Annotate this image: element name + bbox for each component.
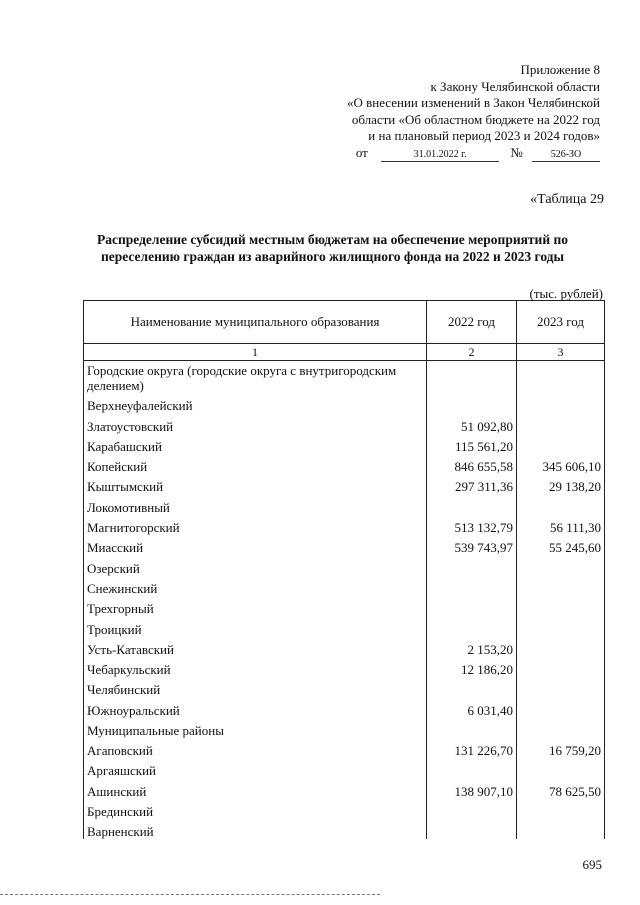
municipality-name: Агаповский (84, 738, 427, 758)
value-2023 (517, 616, 605, 636)
group-title-urban-districts: Городские округа (городские округа с внутригородским делением) (84, 361, 427, 394)
value-2022 (427, 758, 517, 778)
appendix-line-5: и на плановый период 2023 и 2024 годов» (368, 128, 600, 143)
appendix-line-4: области «Об областном бюджете на 2022 год (351, 111, 600, 127)
municipality-name: Троицкий (84, 616, 427, 636)
municipality-name: Миасский (84, 535, 427, 555)
value-2023: 78 625,50 (517, 778, 605, 798)
table-row (84, 494, 605, 514)
municipality-name: Снежинский (84, 576, 427, 596)
scan-artifact-line (0, 894, 380, 895)
table-row (84, 657, 605, 677)
municipality-name: Верхнеуфалейский (84, 393, 427, 413)
value-2022 (427, 819, 517, 839)
table-row (84, 738, 605, 758)
table-header-row (84, 301, 605, 344)
value-2023 (517, 697, 605, 717)
value-2022: 115 561,20 (427, 434, 517, 454)
value-2023 (517, 677, 605, 697)
value-2022: 2 153,20 (427, 637, 517, 657)
municipality-name: Аргаяшский (84, 758, 427, 778)
value-2023 (517, 758, 605, 778)
appendix-block (270, 62, 600, 162)
table-row (84, 474, 605, 494)
municipality-name: Усть-Катавский (84, 637, 427, 657)
value-2023 (517, 393, 605, 413)
municipality-name: Челябинский (84, 677, 427, 697)
number-label: № (510, 144, 523, 160)
law-date-number-row (270, 145, 600, 162)
table-row (84, 454, 605, 474)
municipality-name: Карабашский (84, 434, 427, 454)
table-reference: «Таблица 29 (530, 192, 604, 207)
table-row (84, 819, 605, 839)
value-2022: 6 031,40 (427, 697, 517, 717)
table-row (84, 799, 605, 819)
value-2022: 539 743,97 (427, 535, 517, 555)
municipality-name: Брединский (84, 799, 427, 819)
column-number: 2 (427, 344, 517, 361)
value-2023 (517, 494, 605, 514)
value-2022 (427, 576, 517, 596)
appendix-line-2: к Закону Челябинской области (430, 78, 600, 94)
column-number-row (84, 344, 605, 361)
table-row (84, 535, 605, 555)
group-header-row (84, 718, 605, 738)
from-label: от (355, 144, 368, 160)
value-2022 (427, 596, 517, 616)
municipality-name: Магнитогорский (84, 515, 427, 535)
table-row (84, 413, 605, 433)
value-2022 (427, 393, 517, 413)
municipality-name: Златоустовский (84, 413, 427, 433)
table-row (84, 393, 605, 413)
value-2023: 56 111,30 (517, 515, 605, 535)
law-number: 526-ЗО (532, 148, 600, 162)
document-title: Распределение субсидий местным бюджетам на обеспечение мероприятий по переселению граждан из аварийного жилищного фонда на 2022 и 2023 годы (96, 232, 569, 264)
value-2022 (427, 555, 517, 575)
header-2022: 2022 год (427, 301, 517, 344)
value-2023: 29 138,20 (517, 474, 605, 494)
value-2023 (517, 799, 605, 819)
group-header-row (84, 361, 605, 394)
table-row (84, 637, 605, 657)
table-row (84, 576, 605, 596)
value-2023: 55 245,60 (517, 535, 605, 555)
table-row (84, 616, 605, 636)
table-row (84, 677, 605, 697)
value-2022 (427, 494, 517, 514)
table-row (84, 555, 605, 575)
table-row (84, 758, 605, 778)
header-2023: 2023 год (517, 301, 605, 344)
column-number: 1 (84, 344, 427, 361)
value-2023 (517, 576, 605, 596)
value-2022 (427, 799, 517, 819)
table-row (84, 434, 605, 454)
value-2022: 51 092,80 (427, 413, 517, 433)
value-2023: 345 606,10 (517, 454, 605, 474)
value-2023 (517, 596, 605, 616)
value-2023: 16 759,20 (517, 738, 605, 758)
page-number: 695 (582, 857, 602, 872)
value-2022 (427, 616, 517, 636)
municipality-name: Копейский (84, 454, 427, 474)
column-number: 3 (517, 344, 605, 361)
value-2023 (517, 637, 605, 657)
municipality-name: Чебаркульский (84, 657, 427, 677)
value-2023 (517, 657, 605, 677)
value-2023 (517, 555, 605, 575)
value-2022: 297 311,36 (427, 474, 517, 494)
municipality-name: Южноуральский (84, 697, 427, 717)
value-2022: 12 186,20 (427, 657, 517, 677)
appendix-line-3: «О внесении изменений в Закон Челябинской (346, 95, 600, 110)
municipality-name: Трехгорный (84, 596, 427, 616)
table-row (84, 697, 605, 717)
municipality-name: Ашинский (84, 778, 427, 798)
value-2023 (517, 434, 605, 454)
header-municipality: Наименование муниципального образования (84, 301, 427, 344)
value-2022: 846 655,58 (427, 454, 517, 474)
table-row (84, 596, 605, 616)
municipality-name: Варненский (84, 819, 427, 839)
value-2022 (427, 677, 517, 697)
appendix-line-1: Приложение 8 (520, 62, 600, 77)
value-2022: 131 226,70 (427, 738, 517, 758)
table-row (84, 515, 605, 535)
value-2023 (517, 413, 605, 433)
value-2022: 513 132,79 (427, 515, 517, 535)
subsidy-table (83, 300, 605, 839)
group-title-municipal-districts: Муниципальные районы (84, 718, 427, 738)
units-label: (тыс. рублей) (529, 286, 603, 301)
municipality-name: Кыштымский (84, 474, 427, 494)
law-date: 31.01.2022 г. (381, 148, 499, 162)
table-row (84, 778, 605, 798)
value-2022: 138 907,10 (427, 778, 517, 798)
municipality-name: Озерский (84, 555, 427, 575)
value-2023 (517, 819, 605, 839)
municipality-name: Локомотивный (84, 494, 427, 514)
